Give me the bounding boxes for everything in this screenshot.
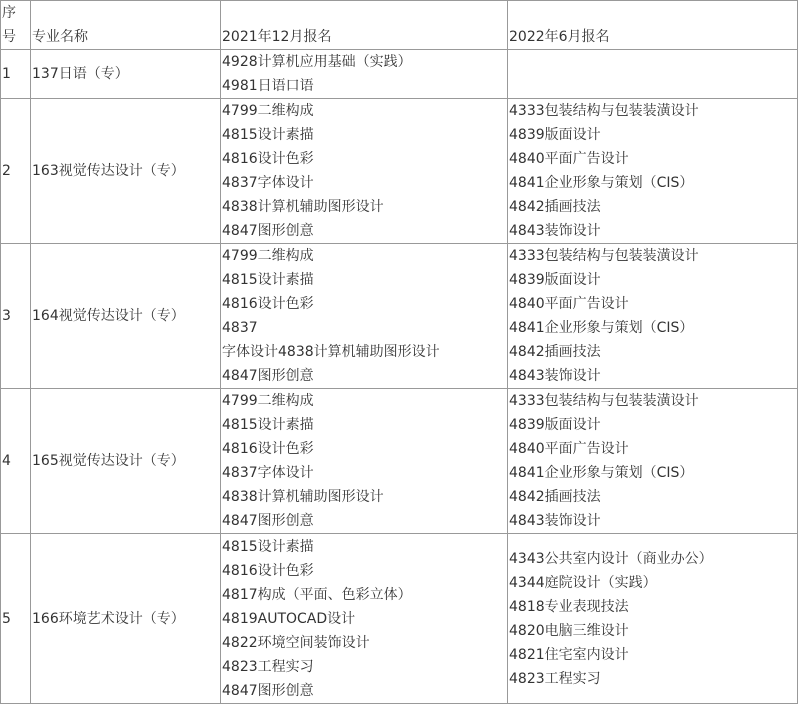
course-item: 4843装饰设计 xyxy=(509,513,601,529)
row-major: 165视觉传达设计（专） xyxy=(31,389,221,534)
course-item: 4823工程实习 xyxy=(222,658,314,675)
row-index: 4 xyxy=(1,389,31,534)
row-jun2022-courses xyxy=(508,389,798,534)
course-item: 4799二维构成 xyxy=(222,103,314,119)
course-item: 4822环境空间装饰设计 xyxy=(222,634,370,651)
row-jun2022-courses xyxy=(508,244,798,389)
course-item: 4842插画技法 xyxy=(509,199,601,215)
header-index-line1: 序 xyxy=(2,5,16,21)
course-item: 4847图形创意 xyxy=(222,682,314,699)
course-item: 4344庭院设计（实践） xyxy=(509,575,657,591)
course-item: 4819AUTOCAD设计 xyxy=(222,610,356,627)
course-item: 4821住宅室内设计 xyxy=(509,647,629,663)
row-index: 5 xyxy=(1,534,31,704)
header-jun2022: 2022年6月报名 xyxy=(508,1,798,50)
course-item: 4847图形创意 xyxy=(222,368,314,384)
course-item: 4841企业形象与策划（CIS） xyxy=(509,175,694,191)
row-index: 3 xyxy=(1,244,31,389)
course-item: 4839版面设计 xyxy=(509,127,601,143)
course-item: 4842插画技法 xyxy=(509,489,601,505)
course-item: 4820电脑三维设计 xyxy=(509,623,629,639)
course-item: 4839版面设计 xyxy=(509,417,601,433)
course-item: 4816设计色彩 xyxy=(222,296,314,312)
row-major: 163视觉传达设计（专） xyxy=(31,99,221,244)
course-item: 4799二维构成 xyxy=(222,248,314,264)
row-dec2021-courses xyxy=(221,244,508,389)
row-jun2022-courses xyxy=(508,534,798,704)
course-item: 4841企业形象与策划（CIS） xyxy=(509,465,694,481)
row-dec2021-courses xyxy=(221,99,508,244)
course-item: 4840平面广告设计 xyxy=(509,151,629,167)
course-item: 4843装饰设计 xyxy=(509,368,601,384)
table-header-row xyxy=(1,1,798,50)
course-item: 4847图形创意 xyxy=(222,223,314,239)
course-item: 4839版面设计 xyxy=(509,272,601,288)
course-item: 4837 xyxy=(222,320,258,336)
row-jun2022-courses xyxy=(508,99,798,244)
table-row xyxy=(1,99,798,244)
course-item: 4818专业表现技法 xyxy=(509,599,629,615)
course-item: 4838计算机辅助图形设计 xyxy=(222,489,384,505)
table-row xyxy=(1,244,798,389)
course-item: 4843装饰设计 xyxy=(509,223,601,239)
table-row xyxy=(1,50,798,99)
course-item: 4823工程实习 xyxy=(509,671,601,687)
course-item: 4842插画技法 xyxy=(509,344,601,360)
course-item: 4343公共室内设计（商业办公） xyxy=(509,551,713,567)
course-item: 4841企业形象与策划（CIS） xyxy=(509,320,694,336)
course-item: 4333包装结构与包装装潢设计 xyxy=(509,248,699,264)
header-major: 专业名称 xyxy=(31,1,221,50)
header-index xyxy=(1,1,31,50)
header-dec2021: 2021年12月报名 xyxy=(221,1,508,50)
row-major: 164视觉传达设计（专） xyxy=(31,244,221,389)
course-item: 4840平面广告设计 xyxy=(509,296,629,312)
course-item: 4815设计素描 xyxy=(222,127,314,143)
course-item: 4840平面广告设计 xyxy=(509,441,629,457)
course-item: 4815设计素描 xyxy=(222,417,314,433)
course-item: 4333包装结构与包装装潢设计 xyxy=(509,103,699,119)
course-item: 4847图形创意 xyxy=(222,513,314,529)
course-item: 4816设计色彩 xyxy=(222,562,314,579)
row-jun2022-courses xyxy=(508,50,798,99)
course-item: 4817构成（平面、色彩立体） xyxy=(222,586,412,603)
table-row xyxy=(1,389,798,534)
course-item: 4815设计素描 xyxy=(222,272,314,288)
course-item: 字体设计4838计算机辅助图形设计 xyxy=(222,344,440,360)
row-dec2021-courses xyxy=(221,534,508,704)
course-item: 4333包装结构与包装装潢设计 xyxy=(509,393,699,409)
course-item: 4816设计色彩 xyxy=(222,151,314,167)
row-index: 1 xyxy=(1,50,31,99)
course-item: 4838计算机辅助图形设计 xyxy=(222,199,384,215)
course-item: 4981日语口语 xyxy=(222,78,314,94)
course-item: 4837字体设计 xyxy=(222,175,314,191)
table-row xyxy=(1,534,798,704)
row-index: 2 xyxy=(1,99,31,244)
course-item: 4837字体设计 xyxy=(222,465,314,481)
course-item: 4928计算机应用基础（实践） xyxy=(222,54,412,70)
row-major: 166环境艺术设计（专） xyxy=(31,534,221,704)
header-index-line2: 号 xyxy=(2,29,16,45)
course-item: 4815设计素描 xyxy=(222,538,314,555)
course-item: 4816设计色彩 xyxy=(222,441,314,457)
row-major: 137日语（专） xyxy=(31,50,221,99)
row-dec2021-courses xyxy=(221,50,508,99)
row-dec2021-courses xyxy=(221,389,508,534)
course-item: 4799二维构成 xyxy=(222,393,314,409)
